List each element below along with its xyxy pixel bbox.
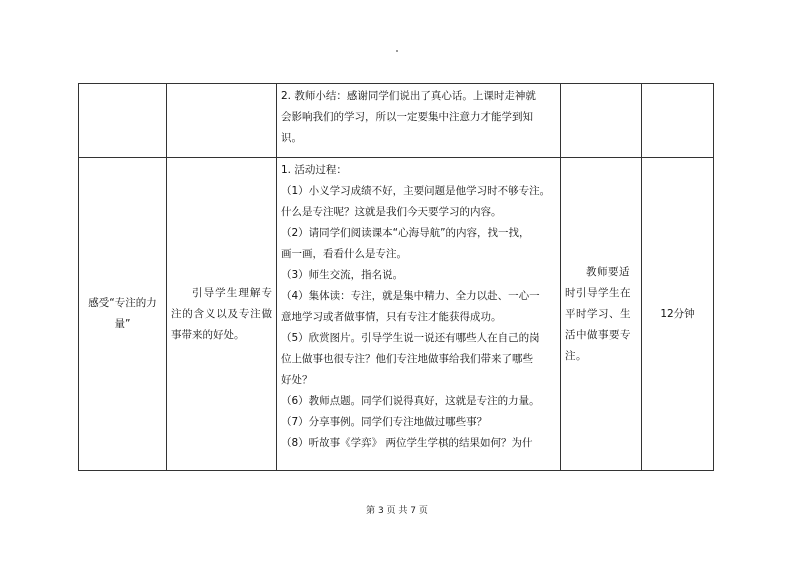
time-cell-empty: [642, 84, 714, 158]
header-mark: [396, 50, 398, 52]
activity-title-line2: 量”: [114, 318, 131, 330]
process-line: 2. 教师小结：感谢同学们说出了真心话。上课时走神就: [281, 90, 536, 102]
lesson-plan-table: [78, 83, 714, 471]
page-footer: [0, 505, 794, 517]
process-line: 画一画，看看什么是专注。: [281, 248, 407, 260]
process-line: （8）听故事《学弈》 两位学生学棋的结果如何？为什: [281, 437, 533, 449]
note-text: 教师要适时引导学生在平时学习、生活中做事要专注。: [565, 265, 631, 362]
activity-cell: [79, 158, 167, 471]
process-line: 好处？: [281, 374, 313, 386]
process-line: 意地学习或者做事情，只有专注才能获得成功。: [281, 311, 502, 323]
table-row: [79, 158, 714, 471]
note-cell: [561, 158, 642, 471]
process-line: （1）小义学习成绩不好，主要问题是他学习时不够专注。: [281, 185, 551, 197]
time-cell: [642, 158, 714, 471]
activity-title-line1: 感受“专注的力: [88, 297, 157, 309]
process-cell: [277, 84, 561, 158]
process-line: （6）教师点题。同学们说得真好，这就是专注的力量。: [281, 395, 540, 407]
process-line: 1. 活动过程：: [281, 164, 347, 176]
process-line: （3）师生交流，指名说。: [281, 269, 404, 281]
goal-cell-empty: [167, 84, 277, 158]
goal-cell: [167, 158, 277, 471]
process-line: （4）集体读：专注，就是集中精力、全力以赴、一心一: [281, 290, 540, 302]
process-line: 位上做事也很专注？他们专注地做事给我们带来了哪些: [281, 353, 533, 365]
process-line: （5）欣赏图片。引导学生说一说还有哪些人在自己的岗: [281, 332, 540, 344]
time-value: 12分钟: [660, 307, 695, 320]
process-line: 识。: [281, 132, 302, 144]
page-number: 第 3 页 共 7 页: [366, 506, 428, 516]
activity-cell-empty: [79, 84, 167, 158]
process-line: 什么是专注呢？这就是我们今天要学习的内容。: [281, 206, 502, 218]
process-line: （7）分享事例。同学们专注地做过哪些事？: [281, 416, 488, 428]
goal-text: 引导学生理解专注的含义以及专注做事带来的好处。: [171, 286, 272, 341]
process-cell: [277, 158, 561, 471]
process-line: （2）请同学们阅读课本“心海导航”的内容，找一找，: [281, 227, 530, 239]
table-row: [79, 84, 714, 158]
process-line: 会影响我们的学习，所以一定要集中注意力才能学到知: [281, 111, 533, 123]
note-cell-empty: [561, 84, 642, 158]
